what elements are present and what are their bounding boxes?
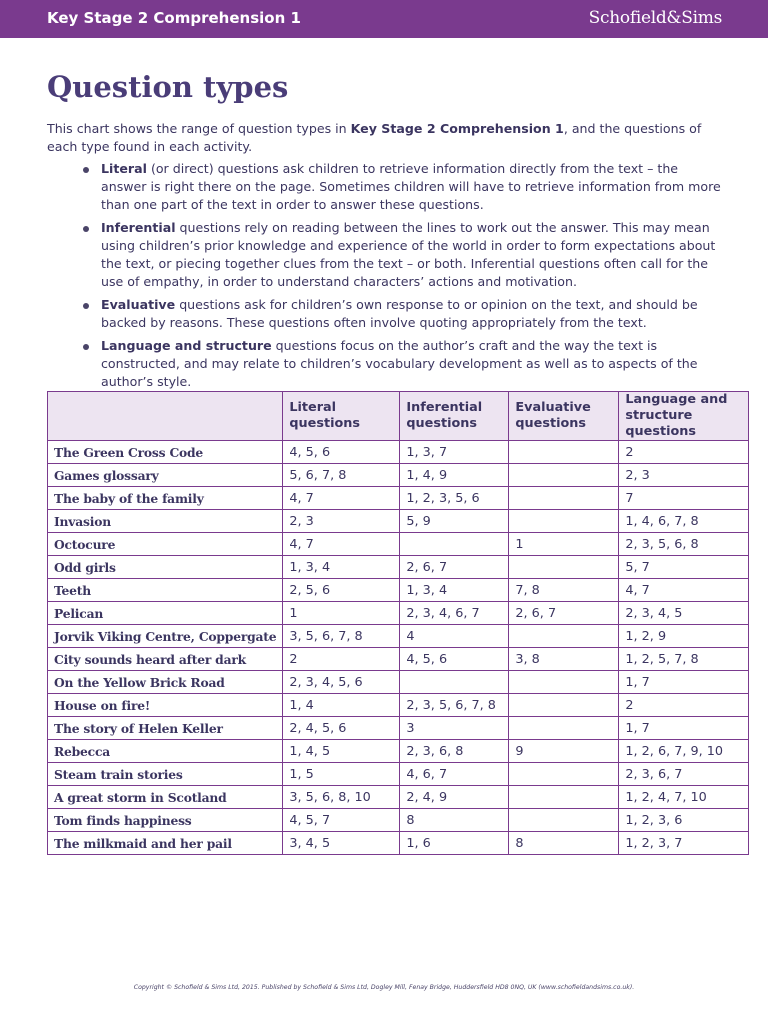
- question-numbers-cell: 1, 2, 3, 5, 6: [400, 487, 509, 510]
- question-numbers-cell: 2, 3: [619, 464, 749, 487]
- activity-title-cell: Jorvik Viking Centre, Coppergate: [48, 625, 283, 648]
- table-row: [48, 533, 749, 556]
- question-numbers-cell: [509, 809, 619, 832]
- question-numbers-cell: 1, 4: [283, 694, 400, 717]
- activity-title-cell: Teeth: [48, 579, 283, 602]
- activity-title-cell: The Green Cross Code: [48, 441, 283, 464]
- page-title: Question types: [47, 70, 289, 104]
- question-types-list: [47, 160, 727, 396]
- question-numbers-cell: 4, 7: [619, 579, 749, 602]
- header-inferential: Inferential questions: [400, 392, 509, 441]
- question-numbers-cell: 1, 7: [619, 671, 749, 694]
- question-numbers-cell: 1: [509, 533, 619, 556]
- list-item-literal: [47, 160, 727, 214]
- question-numbers-cell: 8: [509, 832, 619, 855]
- question-numbers-cell: [400, 671, 509, 694]
- question-numbers-cell: [509, 763, 619, 786]
- activity-title-cell: Rebecca: [48, 740, 283, 763]
- table-row: [48, 487, 749, 510]
- question-numbers-cell: 5, 9: [400, 510, 509, 533]
- table-row: [48, 832, 749, 855]
- question-numbers-cell: 2, 5, 6: [283, 579, 400, 602]
- bullet-icon: [83, 344, 89, 350]
- question-numbers-cell: [509, 556, 619, 579]
- table-row: [48, 648, 749, 671]
- activity-title-cell: The milkmaid and her pail: [48, 832, 283, 855]
- question-numbers-cell: 1, 4, 6, 7, 8: [619, 510, 749, 533]
- table-header-row: [48, 392, 749, 441]
- type-description: questions focus on the author’s craft and the way the text is constructed, and may relate to children’s vocabulary development as well as to aspects of the author’s style.: [101, 338, 698, 389]
- table-row: [48, 786, 749, 809]
- activity-title-cell: Games glossary: [48, 464, 283, 487]
- question-numbers-cell: [509, 510, 619, 533]
- question-numbers-cell: [509, 786, 619, 809]
- question-numbers-cell: 2, 6, 7: [400, 556, 509, 579]
- question-numbers-cell: 1: [283, 602, 400, 625]
- question-numbers-cell: [509, 487, 619, 510]
- header-evaluative: Evaluative questions: [509, 392, 619, 441]
- table-row: [48, 602, 749, 625]
- intro-book-title: Key Stage 2 Comprehension 1: [350, 121, 564, 136]
- question-numbers-cell: 1, 3, 4: [283, 556, 400, 579]
- question-numbers-cell: 1, 5: [283, 763, 400, 786]
- table-row: [48, 441, 749, 464]
- type-term: Literal: [101, 161, 147, 176]
- question-numbers-cell: [400, 533, 509, 556]
- table-row: [48, 464, 749, 487]
- question-numbers-cell: 3, 5, 6, 7, 8: [283, 625, 400, 648]
- question-numbers-cell: 4, 6, 7: [400, 763, 509, 786]
- question-numbers-cell: 2: [283, 648, 400, 671]
- question-numbers-cell: [509, 694, 619, 717]
- table-row: [48, 671, 749, 694]
- bullet-icon: [83, 167, 89, 173]
- table-row: [48, 809, 749, 832]
- question-numbers-cell: 3, 8: [509, 648, 619, 671]
- type-description: questions ask for children’s own response to or opinion on the text, and should be backed by reasons. These questions often involve quoting appropriately from the text.: [101, 297, 698, 330]
- list-item-inferential: [47, 219, 727, 291]
- question-numbers-cell: 1, 2, 9: [619, 625, 749, 648]
- activity-title-cell: The baby of the family: [48, 487, 283, 510]
- question-numbers-cell: 4, 7: [283, 487, 400, 510]
- table-row: [48, 510, 749, 533]
- question-numbers-cell: 4, 5, 6: [283, 441, 400, 464]
- question-numbers-cell: 1, 2, 3, 7: [619, 832, 749, 855]
- table-body: [48, 441, 749, 855]
- activity-title-cell: The story of Helen Keller: [48, 717, 283, 740]
- question-numbers-cell: 1, 2, 5, 7, 8: [619, 648, 749, 671]
- type-description: questions rely on reading between the lines to work out the answer. This may mean using children’s prior knowledge and experience of the world in order to form expectations about the text, or piecing together clues from the text – or both. Inferential questions often call for the use of empathy, in order to understand characters’ actions and motivation.: [101, 220, 716, 289]
- activity-title-cell: Tom finds happiness: [48, 809, 283, 832]
- question-numbers-cell: 2, 6, 7: [509, 602, 619, 625]
- intro-paragraph: [47, 120, 727, 156]
- table-row: [48, 717, 749, 740]
- header-literal: Literal questions: [283, 392, 400, 441]
- list-item-language-structure: [47, 337, 727, 391]
- publisher-logo: Schofield&Sims: [588, 8, 722, 28]
- question-numbers-cell: 9: [509, 740, 619, 763]
- question-numbers-cell: 2, 3, 4, 5: [619, 602, 749, 625]
- question-numbers-cell: 2, 3, 5, 6, 8: [619, 533, 749, 556]
- bullet-icon: [83, 303, 89, 309]
- question-numbers-cell: 5, 7: [619, 556, 749, 579]
- type-term: Language and structure: [101, 338, 272, 353]
- question-numbers-cell: 8: [400, 809, 509, 832]
- activity-title-cell: House on fire!: [48, 694, 283, 717]
- question-numbers-cell: 1, 4, 5: [283, 740, 400, 763]
- question-numbers-cell: 4, 7: [283, 533, 400, 556]
- question-numbers-cell: [509, 441, 619, 464]
- question-numbers-cell: 2, 4, 5, 6: [283, 717, 400, 740]
- question-numbers-cell: 2, 3, 5, 6, 7, 8: [400, 694, 509, 717]
- question-numbers-cell: 3, 5, 6, 8, 10: [283, 786, 400, 809]
- question-numbers-cell: 2, 3, 6, 8: [400, 740, 509, 763]
- activity-title-cell: City sounds heard after dark: [48, 648, 283, 671]
- question-numbers-cell: 2, 3, 6, 7: [619, 763, 749, 786]
- header-language-structure: Language and structure questions: [619, 392, 749, 441]
- intro-text-end: , and the questions of each type found in each activity.: [47, 121, 702, 154]
- question-numbers-cell: 4: [400, 625, 509, 648]
- question-numbers-cell: 3, 4, 5: [283, 832, 400, 855]
- question-numbers-cell: [509, 464, 619, 487]
- question-numbers-cell: 1, 2, 4, 7, 10: [619, 786, 749, 809]
- question-numbers-cell: 7: [619, 487, 749, 510]
- question-numbers-cell: 5, 6, 7, 8: [283, 464, 400, 487]
- activity-title-cell: Odd girls: [48, 556, 283, 579]
- bullet-icon: [83, 226, 89, 232]
- activity-title-cell: Pelican: [48, 602, 283, 625]
- activity-title-cell: Invasion: [48, 510, 283, 533]
- activity-title-cell: A great storm in Scotland: [48, 786, 283, 809]
- question-numbers-cell: 1, 7: [619, 717, 749, 740]
- question-numbers-cell: 2: [619, 694, 749, 717]
- book-title: Key Stage 2 Comprehension 1: [47, 9, 301, 27]
- question-numbers-cell: 7, 8: [509, 579, 619, 602]
- question-numbers-cell: 1, 2, 3, 6: [619, 809, 749, 832]
- header-blank: [48, 392, 283, 441]
- table-row: [48, 740, 749, 763]
- question-numbers-cell: [509, 671, 619, 694]
- question-numbers-cell: 4, 5, 7: [283, 809, 400, 832]
- question-numbers-cell: [509, 625, 619, 648]
- intro-text-start: This chart shows the range of question types in: [47, 121, 351, 136]
- question-numbers-cell: 1, 3, 7: [400, 441, 509, 464]
- type-description: (or direct) questions ask children to retrieve information directly from the text – the answer is right there on the page. Sometimes children will have to retrieve information from more than one part of the text in order to answer these questions.: [101, 161, 721, 212]
- copyright-footer: Copyright © Schofield & Sims Ltd, 2015. Published by Schofield & Sims Ltd, Dogley Mill, Fenay Bridge, Huddersfield HD8 0NQ, UK (www.schofieldandsims.co.uk).: [133, 984, 635, 991]
- question-numbers-cell: 2, 4, 9: [400, 786, 509, 809]
- question-numbers-cell: 1, 2, 6, 7, 9, 10: [619, 740, 749, 763]
- question-types-table: [47, 391, 749, 855]
- table-row: [48, 579, 749, 602]
- table-row: [48, 694, 749, 717]
- header-bar: [0, 0, 768, 38]
- type-term: Evaluative: [101, 297, 176, 312]
- table-row: [48, 625, 749, 648]
- table-row: [48, 556, 749, 579]
- question-numbers-cell: 2: [619, 441, 749, 464]
- question-numbers-cell: 2, 3: [283, 510, 400, 533]
- question-numbers-cell: 4, 5, 6: [400, 648, 509, 671]
- question-numbers-cell: 2, 3, 4, 5, 6: [283, 671, 400, 694]
- question-numbers-cell: 3: [400, 717, 509, 740]
- question-numbers-cell: 1, 4, 9: [400, 464, 509, 487]
- table-row: [48, 763, 749, 786]
- activity-title-cell: Steam train stories: [48, 763, 283, 786]
- list-item-evaluative: [47, 296, 727, 332]
- question-numbers-cell: 1, 6: [400, 832, 509, 855]
- activity-title-cell: On the Yellow Brick Road: [48, 671, 283, 694]
- activity-title-cell: Octocure: [48, 533, 283, 556]
- question-numbers-cell: [509, 717, 619, 740]
- question-numbers-cell: 2, 3, 4, 6, 7: [400, 602, 509, 625]
- type-term: Inferential: [101, 220, 176, 235]
- question-numbers-cell: 1, 3, 4: [400, 579, 509, 602]
